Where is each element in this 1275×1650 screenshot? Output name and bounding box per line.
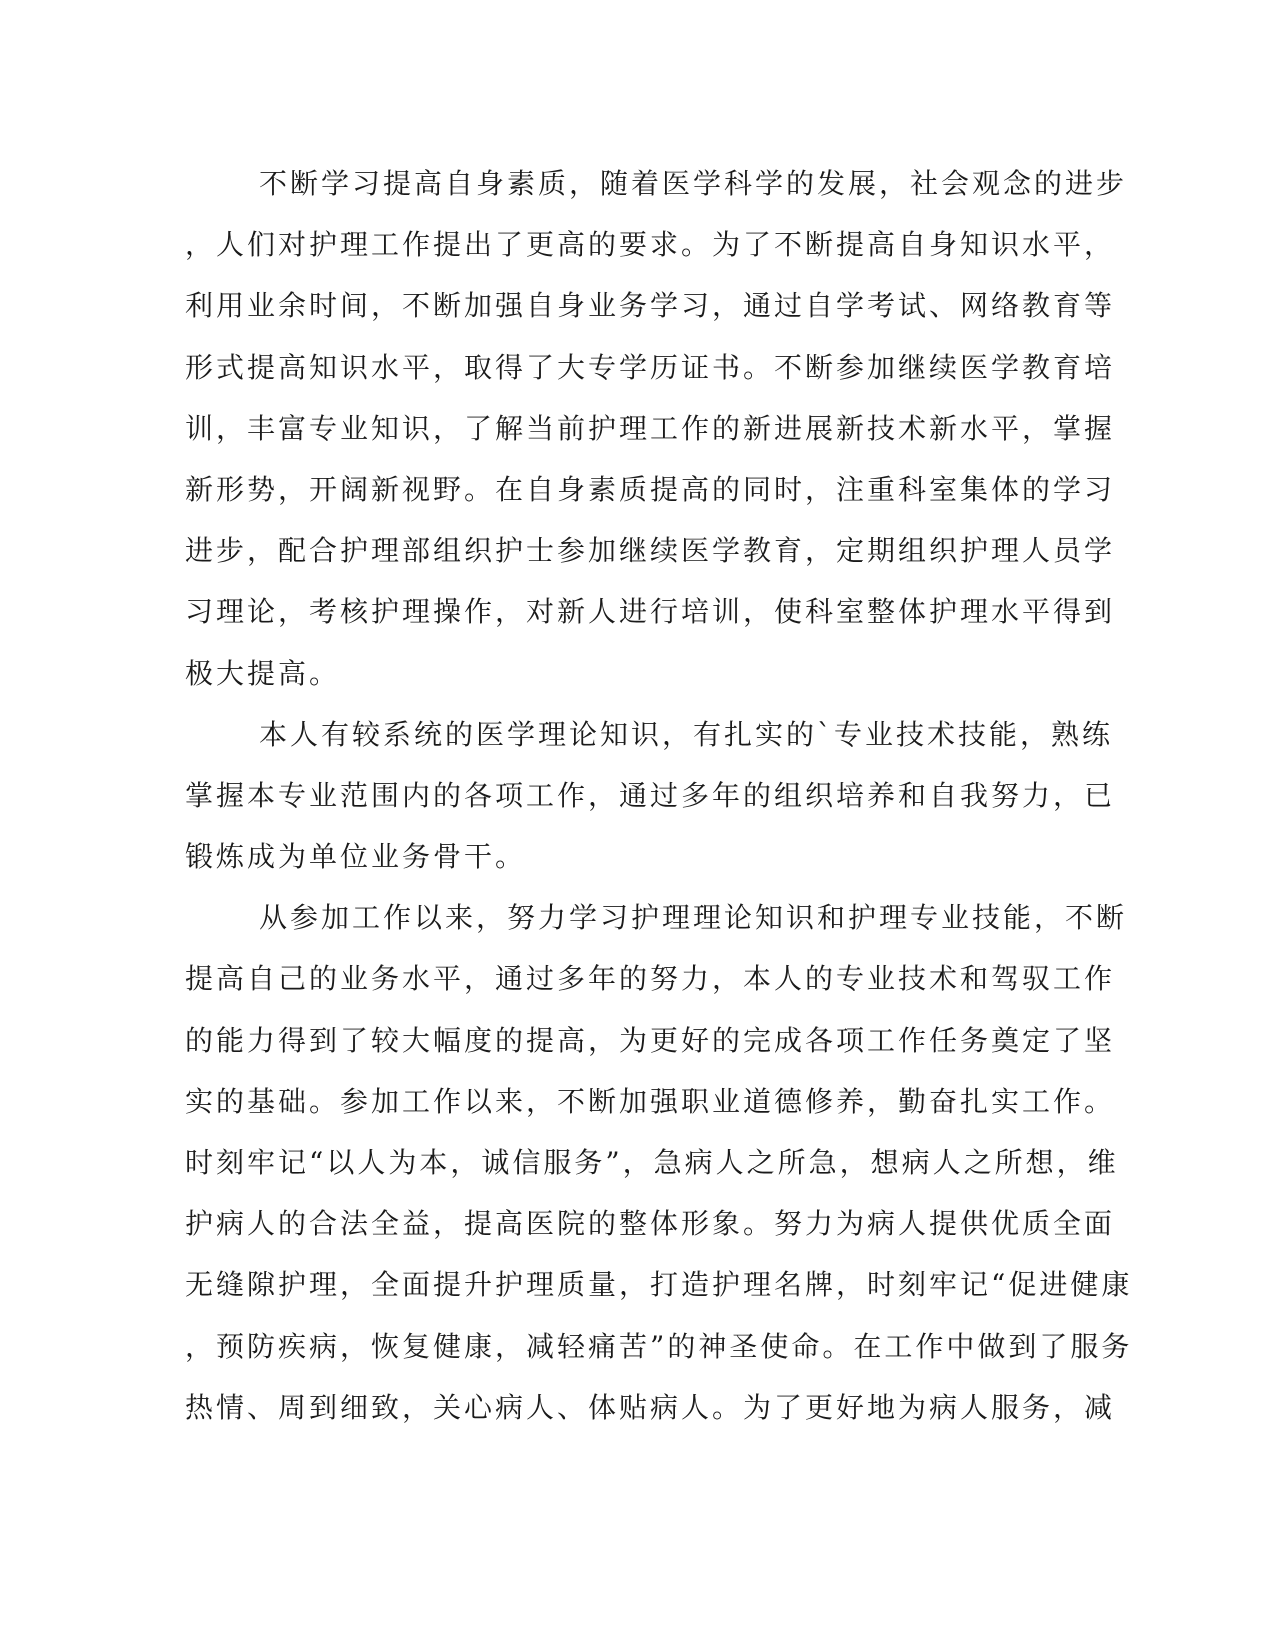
text-line: 极大提高。 <box>185 656 341 690</box>
text-line: 新形势，开阔新视野。在自身素质提高的同时，注重科室集体的学习 <box>185 472 1116 506</box>
text-line: 利用业余时间，不断加强自身业务学习，通过自学考试、网络教育等 <box>185 289 1116 323</box>
text-line: 的能力得到了较大幅度的提高，为更好的完成各项工作任务奠定了坚 <box>185 1023 1116 1057</box>
text-line: ，人们对护理工作提出了更高的要求。为了不断提高自身知识水平， <box>185 228 1116 262</box>
text-line: 热情、周到细致，关心病人、体贴病人。为了更好地为病人服务，减 <box>185 1390 1116 1424</box>
text-line: 实的基础。参加工作以来，不断加强职业道德修养，勤奋扎实工作。 <box>185 1084 1116 1118</box>
text-line: 提高自己的业务水平，通过多年的努力，本人的专业技术和驾驭工作 <box>185 962 1116 996</box>
text-line: 从参加工作以来，努力学习护理理论知识和护理专业技能，不断 <box>259 901 1128 935</box>
text-line: 形式提高知识水平，取得了大专学历证书。不断参加继续医学教育培 <box>185 350 1116 384</box>
paragraph-self-study <box>185 164 1128 715</box>
text-line: 掌握本专业范围内的各项工作，通过多年的组织培养和自我努力，已 <box>185 778 1116 812</box>
body-text <box>185 164 1133 1449</box>
paragraph-professional-skills <box>185 715 1116 899</box>
text-line: 护病人的合法全益，提高医院的整体形象。努力为病人提供优质全面 <box>185 1207 1116 1241</box>
text-line: 习理论，考核护理操作，对新人进行培训，使科室整体护理水平得到 <box>185 595 1116 629</box>
text-line: 锻炼成为单位业务骨干。 <box>185 840 527 874</box>
text-line: ，预防疾病，恢复健康，减轻痛苦”的神圣使命。在工作中做到了服务 <box>185 1329 1133 1363</box>
text-line: 时刻牢记“以人为本，诚信服务”，急病人之所急，想病人之所想，维 <box>185 1146 1119 1179</box>
text-line: 不断学习提高自身素质，随着医学科学的发展，社会观念的进步 <box>259 167 1128 200</box>
text-line: 无缝隙护理，全面提升护理质量，打造护理名牌，时刻牢记“促进健康 <box>185 1268 1133 1302</box>
text-line: 进步，配合护理部组织护士参加继续医学教育，定期组织护理人员学 <box>185 534 1116 568</box>
text-line: 训，丰富专业知识，了解当前护理工作的新进展新技术新水平，掌握 <box>185 411 1116 445</box>
text-line: 本人有较系统的医学理论知识，有扎实的`专业技术技能，熟练 <box>259 717 1114 751</box>
paragraph-work-experience <box>185 898 1133 1449</box>
